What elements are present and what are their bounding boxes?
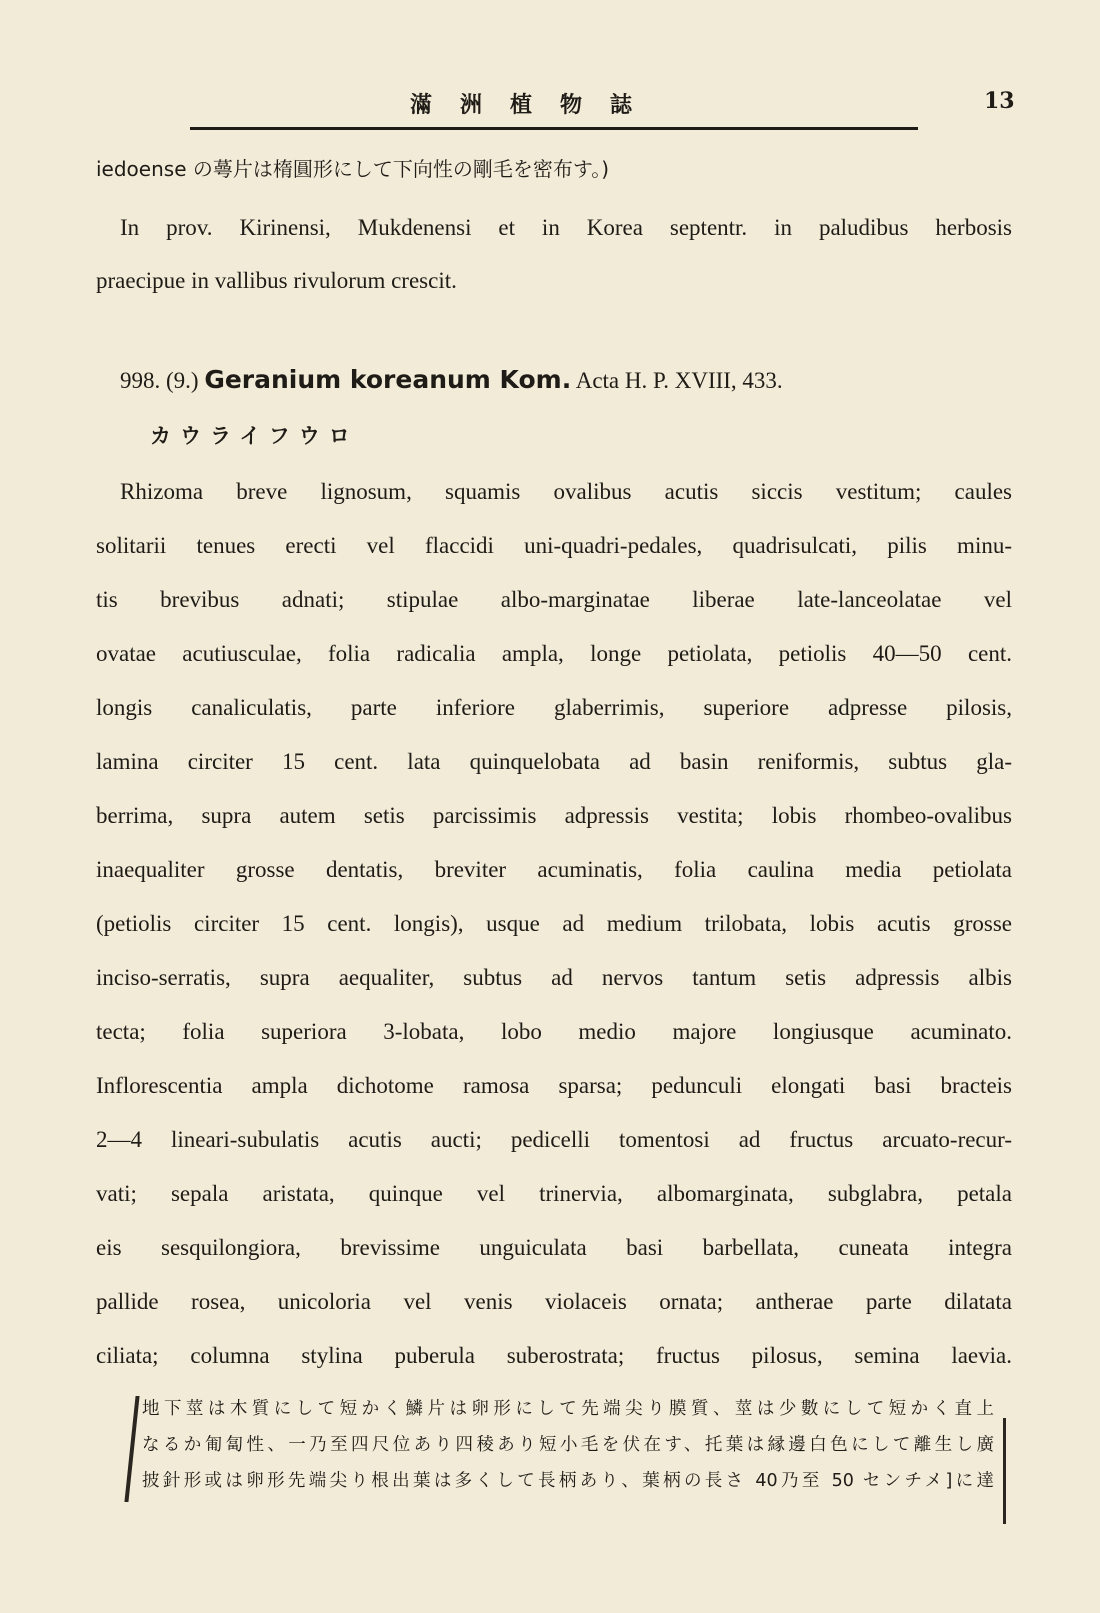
- description-line-11: tecta; folia superiora 3-lobata, lobo medio majore longiusque acuminato.: [96, 1019, 1012, 1044]
- description-line-1: Rhizoma breve lignosum, squamis ovalibus acutis siccis vestitum; caules: [120, 479, 1012, 504]
- description-line-8: inaequaliter grosse dentatis, breviter acuminatis, folia caulina media petiolata: [96, 857, 1012, 882]
- note-bracket-right: [1003, 1418, 1006, 1524]
- description-line-9: (petiolis circiter 15 cent. longis), usque ad medium trilobata, lobis acutis grosse: [96, 911, 1012, 936]
- species-name: Geranium koreanum Kom.: [204, 365, 572, 394]
- description-line-10: inciso-serratis, supra aequaliter, subtus ad nervos tantum setis adpressis albis: [96, 965, 1012, 990]
- japanese-name: カウライフウロ: [150, 424, 359, 448]
- description-line-12: Inflorescentia ampla dichotome ramosa sparsa; pedunculi elongati basi bracteis: [96, 1073, 1012, 1098]
- japanese-note: [130, 1388, 1006, 1520]
- carryover-line-3: praecipue in vallibus rivulorum crescit.: [96, 268, 457, 293]
- description-line-6: lamina circiter 15 cent. lata quinquelobata ad basin reniformis, subtus gla-: [96, 749, 1012, 774]
- description-line-3: tis brevibus adnati; stipulae albo-marginatae liberae late-lanceolatae vel: [96, 587, 1012, 612]
- species-citation: Acta H. P. XVIII, 433.: [575, 368, 783, 393]
- header-rule: [190, 127, 918, 130]
- species-heading: [120, 365, 1012, 396]
- description-line-15: eis sesquilongiora, brevissime unguiculata basi barbellata, cuneata integra: [96, 1235, 1012, 1260]
- description-line-7: berrima, supra autem setis parcissimis adpressis vestita; lobis rhombeo-ovalibus: [96, 803, 1012, 828]
- description-line-16: pallide rosea, unicoloria vel venis violaceis ornata; antherae parte dilatata: [96, 1289, 1012, 1314]
- description-line-5: longis canaliculatis, parte inferiore glaberrimis, superiore adpresse pilosis,: [96, 695, 1012, 720]
- description-line-2: solitarii tenues erecti vel flaccidi uni-quadri-pedales, quadrisulcati, pilis minu-: [96, 533, 1012, 558]
- note-line-2: なるか匍匐性、一乃至四尺位あり四稜あり短小毛を伏在す、托葉は縁邊白色にして離生し廣: [142, 1435, 994, 1455]
- species-number: 998. (9.): [120, 368, 199, 393]
- carryover-line-1: iedoense の蕚片は楕圓形にして下向性の剛毛を密布す。): [96, 157, 610, 181]
- page-number: 13: [984, 88, 1015, 114]
- description-line-14: vati; sepala aristata, quinque vel trinervia, albomarginata, subglabra, petala: [96, 1181, 1012, 1206]
- note-line-3: 披針形或は卵形先端尖り根出葉は多くして長柄あり、葉柄の長さ 40乃至 50 センチメ]に達: [142, 1471, 994, 1491]
- description-line-13: 2—4 lineari-subulatis acutis aucti; pedicelli tomentosi ad fructus arcuato-recur-: [96, 1127, 1012, 1152]
- note-bracket-left: [124, 1396, 139, 1502]
- description-line-17: ciliata; columna stylina puberula suberostrata; fructus pilosus, semina laevia.: [96, 1343, 1012, 1368]
- description-line-4: ovatae acutiusculae, folia radicalia ampla, longe petiolata, petiolis 40—50 cent.: [96, 641, 1012, 666]
- note-line-1: 地下莖は木質にして短かく鱗片は卵形にして先端尖り膜質、莖は少數にして短かく直上: [142, 1399, 994, 1419]
- running-title: 滿洲植物誌: [409, 92, 660, 118]
- carryover-line-2: In prov. Kirinensi, Mukdenensi et in Korea septentr. in paludibus herbosis: [120, 215, 1012, 240]
